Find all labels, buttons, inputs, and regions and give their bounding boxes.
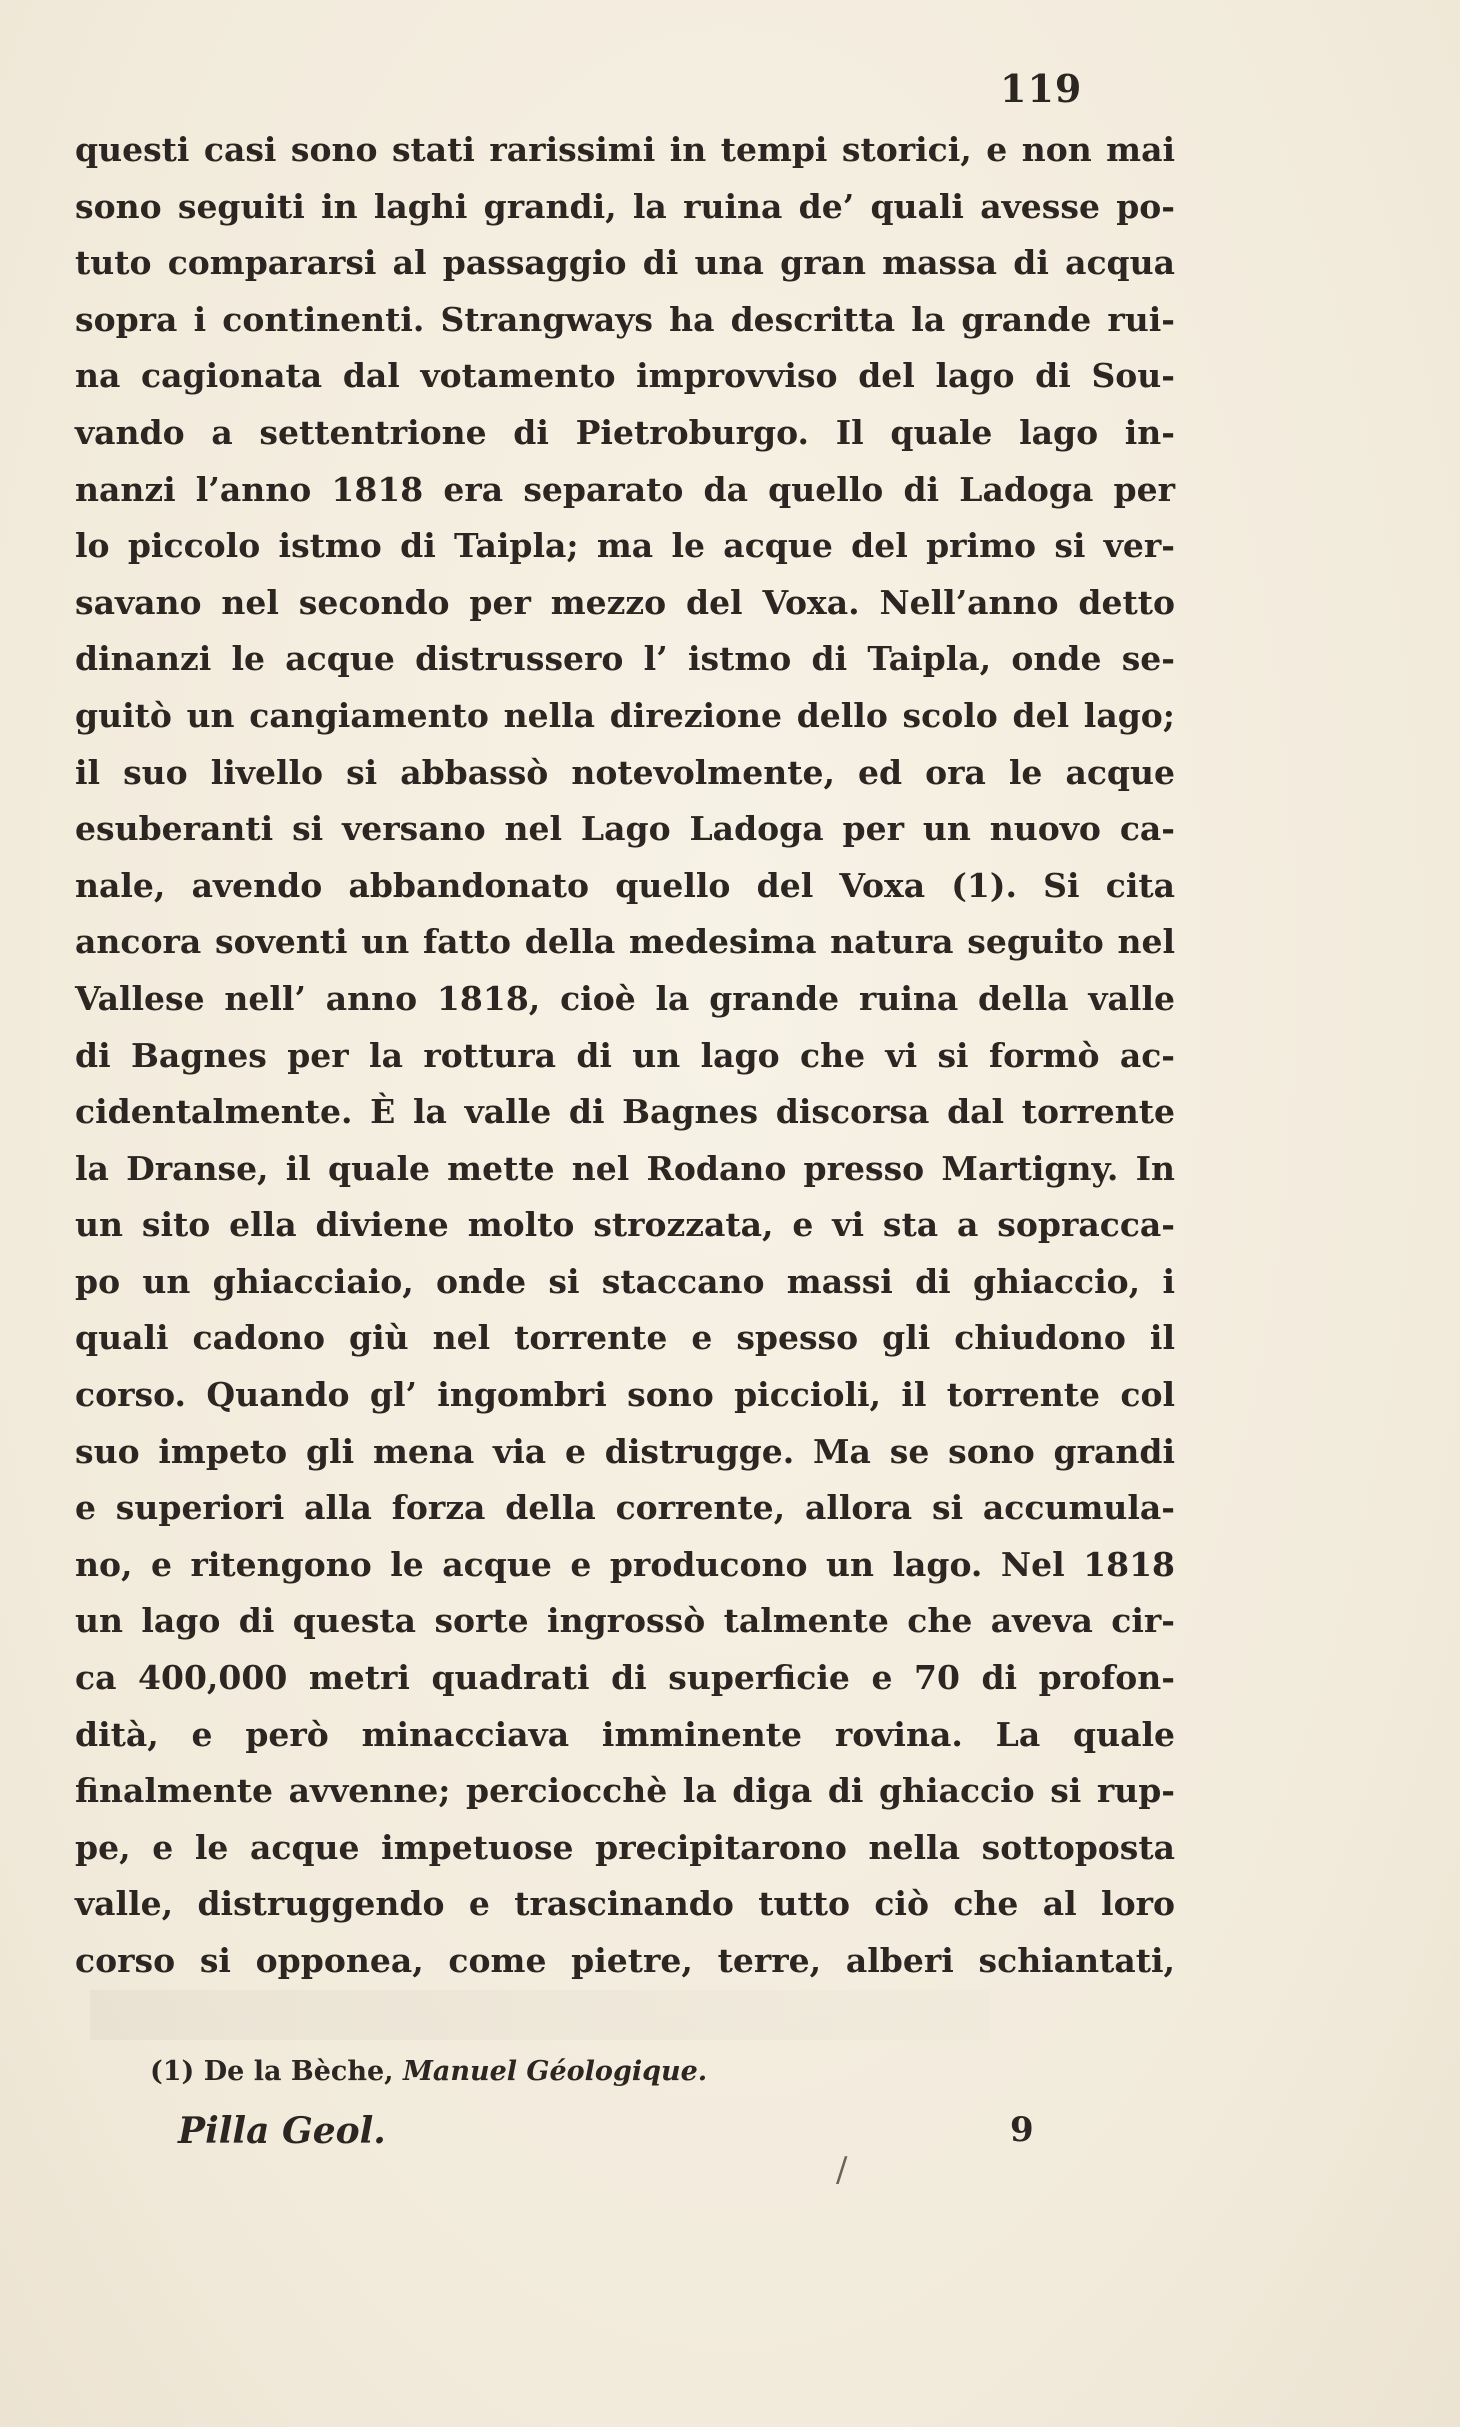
- text-line: ca 400,000 metri quadrati di superficie e 70 di profon-: [75, 1658, 1175, 1698]
- text-line: un lago di questa sorte ingrossò talmente che aveva cir-: [75, 1601, 1175, 1641]
- footnote-author: De la Bèche,: [203, 2056, 394, 2087]
- bleed-through-shadow: [90, 1990, 990, 2040]
- text-line: suo impeto gli mena via e distrugge. Ma se sono grandi: [75, 1431, 1175, 1471]
- page-number: 119: [1000, 66, 1083, 111]
- text-line: dità, e però minacciava imminente rovina. La quale: [75, 1714, 1175, 1754]
- text-line: no, e ritengono le acque e producono un lago. Nel 1818: [75, 1544, 1175, 1584]
- text-line: vando a settentrione di Pietroburgo. Il quale lago in-: [75, 412, 1175, 452]
- text-line: un sito ella diviene molto strozzata, e vi sta a sopracca-: [75, 1205, 1175, 1245]
- text-line: sopra i continenti. Strangways ha descritta la grande rui-: [75, 299, 1175, 339]
- body-text: [75, 122, 1175, 1990]
- footnote: [150, 2056, 707, 2087]
- text-line: corso. Quando gl’ ingombri sono piccioli, il torrente col: [75, 1375, 1175, 1415]
- text-line: pe, e le acque impetuose precipitarono nella sottoposta: [75, 1827, 1175, 1867]
- text-line: sono seguiti in laghi grandi, la ruina de’ quali avesse po-: [75, 186, 1175, 226]
- text-line: questi casi sono stati rarissimi in tempi storici, e non mai: [75, 130, 1175, 169]
- text-line: la Dranse, il quale mette nel Rodano presso Martigny. In: [75, 1148, 1175, 1188]
- text-line: finalmente avvenne; perciocchè la diga di ghiaccio si rup-: [75, 1771, 1175, 1811]
- text-line: il suo livello si abbassò notevolmente, ed ora le acque: [75, 752, 1175, 792]
- text-line: e superiori alla forza della corrente, allora si accumula-: [75, 1488, 1175, 1528]
- signature-mark: Pilla Geol.: [178, 2110, 386, 2152]
- text-line: po un ghiacciaio, onde si staccano massi di ghiaccio, i: [75, 1261, 1175, 1301]
- sheet-number: 9: [1010, 2110, 1034, 2150]
- text-line: lo piccolo istmo di Taipla; ma le acque del primo si ver-: [75, 526, 1175, 566]
- text-line: esuberanti si versano nel Lago Ladoga per un nuovo ca-: [75, 809, 1175, 849]
- text-line: corso si opponea, come pietre, terre, alberi schiantati,: [75, 1941, 1175, 1980]
- text-line: dinanzi le acque distrussero l’ istmo di Taipla, onde se-: [75, 639, 1175, 679]
- text-line: savano nel secondo per mezzo del Voxa. Nell’anno detto: [75, 582, 1175, 622]
- text-line: na cagionata dal votamento improvviso del lago di Sou-: [75, 356, 1175, 396]
- text-line: guitò un cangiamento nella direzione dello scolo del lago;: [75, 695, 1175, 735]
- text-line: nale, avendo abbandonato quello del Voxa (1). Si cita: [75, 865, 1175, 905]
- footnote-marker: (1): [150, 2056, 195, 2087]
- text-line: cidentalmente. È la valle di Bagnes discorsa dal torrente: [75, 1092, 1175, 1132]
- text-line: di Bagnes per la rottura di un lago che vi si formò ac-: [75, 1035, 1175, 1075]
- text-line: tuto compararsi al passaggio di una gran massa di acqua: [75, 243, 1175, 283]
- text-line: valle, distruggendo e trascinando tutto ciò che al loro: [75, 1884, 1175, 1924]
- text-line: ancora soventi un fatto della medesima natura seguito nel: [75, 922, 1175, 962]
- text-line: Vallese nell’ anno 1818, cioè la grande ruina della valle: [75, 978, 1175, 1018]
- footnote-title: Manuel Géologique.: [402, 2056, 708, 2087]
- text-line: nanzi l’anno 1818 era separato da quello di Ladoga per: [75, 469, 1175, 509]
- text-line: quali cadono giù nel torrente e spesso gli chiudono il: [75, 1318, 1175, 1358]
- stray-pencil-mark: /: [836, 2150, 848, 2190]
